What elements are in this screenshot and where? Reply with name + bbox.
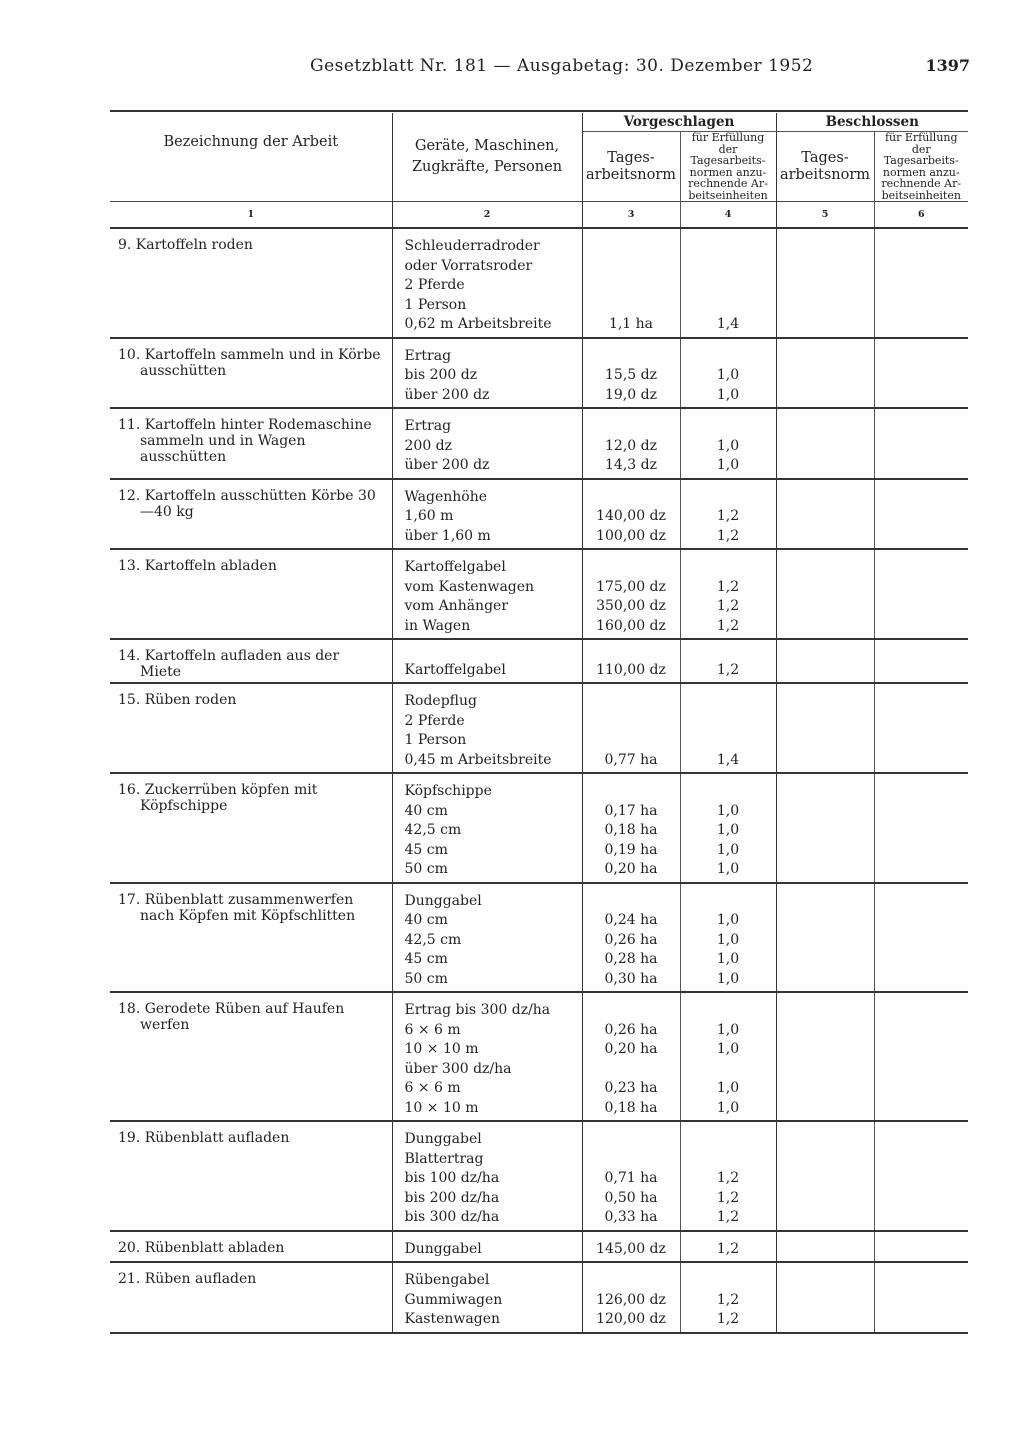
column-number: 3 — [582, 202, 680, 229]
table-row — [110, 683, 968, 773]
units-line: Tagesarbeits- — [690, 154, 766, 167]
norm-value: 350,00 dz — [596, 598, 666, 614]
norm-value: 12,0 dz — [605, 437, 657, 454]
table-row — [110, 338, 968, 409]
tools-line: Dunggabel — [404, 1131, 482, 1147]
units-value: 1,0 — [716, 802, 740, 819]
tools-cell — [392, 338, 582, 409]
column-header-units-proposed — [680, 132, 776, 202]
tools-line: 45 cm — [404, 841, 448, 858]
units-value — [682, 892, 775, 912]
tools-line: Dunggabel — [404, 1240, 482, 1257]
work-description: 11. Kartoffeln hinter Rodemaschine sammeln und in Wagen ausschütten — [118, 417, 372, 465]
norm-proposed-cell — [582, 1231, 680, 1263]
norm-proposed-cell — [582, 883, 680, 993]
tools-cell — [392, 639, 582, 683]
tools-cell — [392, 479, 582, 550]
norm-proposed-cell — [582, 1262, 680, 1333]
norm-proposed-cell — [582, 639, 680, 683]
tools-cell — [392, 408, 582, 479]
norm-decided-cell — [776, 1262, 874, 1333]
units-proposed-cell — [680, 773, 776, 883]
tools-line: Rübengabel — [404, 1272, 490, 1288]
norm-decided-cell — [776, 683, 874, 773]
tools-line: 200 dz — [404, 437, 453, 454]
header-title: Gesetzblatt Nr. 181 — Ausgabetag: 30. Dezember 1952 — [310, 56, 814, 76]
units-value: 1,0 — [716, 861, 740, 877]
tools-line: bis 200 dz/ha — [404, 1189, 500, 1206]
norm-value: 0,50 ha — [604, 1189, 658, 1206]
table-row — [110, 1121, 968, 1231]
norm-value — [584, 1060, 679, 1080]
norm-value: 14,3 dz — [605, 457, 657, 473]
norm-proposed-cell — [582, 1121, 680, 1231]
tools-line: bis 100 dz/ha — [404, 1170, 500, 1186]
tools-line: über 300 dz/ha — [404, 1060, 512, 1077]
norm-value: 0,17 ha — [604, 802, 658, 819]
norm-value: 120,00 dz — [596, 1311, 666, 1327]
table-row — [110, 1231, 968, 1263]
units-value: 1,2 — [716, 578, 740, 595]
tools-line: 2 Pferde — [404, 277, 465, 293]
table-row — [110, 479, 968, 550]
units-line: beitseinheiten — [688, 188, 768, 202]
tools-line: 1 Person — [404, 732, 467, 748]
units-proposed-cell — [680, 228, 776, 338]
work-description: 9. Kartoffeln roden — [118, 237, 253, 253]
work-description: 12. Kartoffeln ausschütten Körbe 30—40 kg — [118, 487, 376, 520]
units-decided-cell — [874, 549, 968, 639]
norm-value — [584, 692, 679, 712]
tools-line: 0,45 m Arbeitsbreite — [404, 751, 552, 768]
work-description: 10. Kartoffeln sammeln und in Körbe ausschütten — [118, 346, 381, 379]
table-row — [110, 1262, 968, 1333]
norm-proposed-cell — [582, 338, 680, 409]
column-header-norm-proposed — [582, 132, 680, 202]
units-value: 1,0 — [716, 457, 740, 473]
units-value — [682, 488, 775, 508]
tools-line: über 200 dz — [404, 386, 490, 403]
units-line: normen anzu- — [882, 165, 960, 179]
tools-cell — [392, 1262, 582, 1333]
units-value: 1,0 — [716, 931, 740, 948]
units-value — [682, 712, 775, 732]
units-line: der — [718, 142, 738, 156]
units-value — [682, 1130, 775, 1150]
units-line: für Erfüllung — [691, 131, 765, 144]
tools-line: vom Anhänger — [404, 598, 509, 614]
units-value: 1,2 — [716, 1291, 740, 1308]
tools-cell — [392, 228, 582, 338]
tools-header-line1: Geräte, Maschinen, — [414, 138, 560, 154]
units-value: 1,0 — [716, 1021, 740, 1038]
norm-value: 0,26 ha — [604, 1021, 658, 1038]
units-decided-cell — [874, 683, 968, 773]
units-line: beitseinheiten — [881, 188, 961, 202]
tools-line: 6 × 6 m — [404, 1080, 461, 1096]
work-description: 15. Rüben roden — [118, 692, 237, 708]
units-value — [682, 1271, 775, 1291]
units-value — [682, 731, 775, 751]
work-description: 16. Zuckerrüben köpfen mit Köpfschippe — [118, 782, 318, 814]
tools-line: 50 cm — [404, 861, 448, 877]
work-description-cell — [110, 639, 392, 683]
table-row — [110, 639, 968, 683]
units-value: 1,0 — [716, 822, 740, 838]
tools-line: in Wagen — [404, 617, 471, 634]
tools-cell — [392, 1231, 582, 1263]
norm-value: 0,18 ha — [604, 822, 658, 838]
units-value — [682, 347, 775, 367]
norm-decided-cell — [776, 338, 874, 409]
norm-value: 175,00 dz — [596, 578, 666, 595]
tages-line2: arbeitsnorm — [779, 166, 871, 183]
tools-line: Dunggabel — [404, 892, 482, 909]
tools-line: 1 Person — [404, 296, 467, 313]
tools-cell — [392, 992, 582, 1121]
norm-value — [584, 712, 679, 732]
norm-value — [584, 347, 679, 367]
units-value — [682, 296, 775, 316]
norm-value — [584, 1271, 679, 1291]
norm-value — [584, 488, 679, 508]
norm-value: 0,23 ha — [604, 1080, 658, 1096]
tools-cell — [392, 883, 582, 993]
units-value: 1,0 — [716, 970, 740, 987]
norm-decided-cell — [776, 1231, 874, 1263]
norm-value: 160,00 dz — [596, 617, 666, 634]
norm-value: 1,1 ha — [608, 316, 654, 332]
table-row — [110, 773, 968, 883]
units-decided-cell — [874, 228, 968, 338]
norm-value: 140,00 dz — [596, 508, 666, 524]
units-value: 1,0 — [716, 367, 740, 383]
units-line: normen anzu- — [689, 165, 767, 179]
tools-line: Gummiwagen — [404, 1291, 503, 1308]
tools-line: Schleuderradroder — [404, 238, 540, 254]
work-description: 13. Kartoffeln abladen — [118, 558, 277, 574]
tools-line: über 1,60 m — [404, 527, 491, 544]
tools-line: 10 × 10 m — [404, 1041, 479, 1057]
norm-value — [584, 276, 679, 296]
units-value: 1,0 — [716, 437, 740, 454]
units-proposed-cell — [680, 338, 776, 409]
units-line: der — [911, 142, 931, 156]
tages-line1: Tages- — [607, 149, 655, 166]
norm-proposed-cell — [582, 228, 680, 338]
work-description-cell — [110, 408, 392, 479]
norm-value: 0,77 ha — [604, 751, 658, 768]
norm-value: 110,00 dz — [596, 661, 666, 678]
column-header-units-decided — [874, 132, 968, 202]
units-value — [682, 237, 775, 257]
units-decided-cell — [874, 338, 968, 409]
units-value: 1,2 — [716, 598, 740, 614]
units-value: 1,0 — [716, 912, 740, 928]
work-description-cell — [110, 549, 392, 639]
group-header-proposed: Vorgeschlagen — [582, 113, 776, 132]
norm-value: 0,19 ha — [604, 841, 658, 858]
tools-line: 2 Pferde — [404, 712, 465, 729]
work-description: 19. Rübenblatt aufladen — [118, 1130, 290, 1146]
units-value: 1,2 — [716, 1170, 740, 1186]
norm-decided-cell — [776, 228, 874, 338]
norm-value — [584, 257, 679, 277]
tools-line: Köpfschippe — [404, 783, 492, 799]
work-description-cell — [110, 228, 392, 338]
units-value: 1,2 — [716, 1311, 740, 1327]
page-number: 1397 — [925, 56, 970, 75]
norm-value — [584, 1130, 679, 1150]
units-value — [682, 276, 775, 296]
units-value: 1,2 — [716, 527, 740, 544]
units-value: 1,2 — [716, 617, 740, 634]
tools-line: Kastenwagen — [404, 1311, 501, 1327]
tools-line: Ertrag bis 300 dz/ha — [404, 1002, 551, 1018]
tools-cell — [392, 773, 582, 883]
norm-value: 15,5 dz — [605, 367, 657, 383]
units-decided-cell — [874, 992, 968, 1121]
tages-line2: arbeitsnorm — [585, 166, 677, 183]
norm-proposed-cell — [582, 549, 680, 639]
units-value — [682, 558, 775, 578]
tools-line: bis 300 dz/ha — [404, 1209, 500, 1225]
norm-proposed-cell — [582, 683, 680, 773]
tools-line: 42,5 cm — [404, 822, 462, 838]
tools-line: Wagenhöhe — [404, 488, 488, 505]
tools-cell — [392, 683, 582, 773]
norm-decided-cell — [776, 639, 874, 683]
units-line: für Erfüllung — [884, 131, 958, 144]
work-description-cell — [110, 773, 392, 883]
norm-value: 0,30 ha — [604, 970, 658, 987]
units-value: 1,2 — [716, 508, 740, 524]
units-line: rechnende Ar- — [688, 177, 768, 190]
tools-line: 40 cm — [404, 912, 448, 928]
work-description: 17. Rübenblatt zusammenwerfen nach Köpfen mit Köpfschlitten — [118, 891, 356, 924]
units-value — [682, 692, 775, 712]
norm-proposed-cell — [582, 479, 680, 550]
tools-line: 42,5 cm — [404, 931, 462, 948]
norm-proposed-cell — [582, 773, 680, 883]
norm-value: 0,18 ha — [604, 1099, 658, 1116]
tools-line: Ertrag — [404, 418, 452, 434]
norm-value: 100,00 dz — [596, 527, 666, 544]
tools-line: 0,62 m Arbeitsbreite — [404, 316, 552, 332]
tools-line: Rodepflug — [404, 693, 477, 709]
norm-value — [584, 782, 679, 802]
group-header-decided: Beschlossen — [776, 113, 968, 132]
units-decided-cell — [874, 883, 968, 993]
work-description-cell — [110, 683, 392, 773]
norm-value — [584, 296, 679, 316]
units-proposed-cell — [680, 992, 776, 1121]
units-proposed-cell — [680, 1121, 776, 1231]
units-value: 1,0 — [716, 1041, 740, 1057]
units-value: 1,4 — [716, 316, 740, 332]
units-value: 1,4 — [716, 751, 740, 768]
units-value: 1,0 — [716, 386, 740, 403]
tools-line: Ertrag — [404, 347, 452, 364]
work-description-cell — [110, 1262, 392, 1333]
norm-value — [584, 731, 679, 751]
units-proposed-cell — [680, 549, 776, 639]
norm-proposed-cell — [582, 408, 680, 479]
tools-line: Kartoffelgabel — [404, 661, 506, 678]
work-description-cell — [110, 1121, 392, 1231]
units-value: 1,2 — [716, 661, 740, 678]
tools-cell — [392, 549, 582, 639]
work-description-cell — [110, 883, 392, 993]
table-row — [110, 228, 968, 338]
table-top-rule — [110, 110, 968, 112]
tools-line: 6 × 6 m — [404, 1021, 461, 1038]
norm-decided-cell — [776, 549, 874, 639]
units-decided-cell — [874, 479, 968, 550]
work-description: 21. Rüben aufladen — [118, 1271, 257, 1287]
units-value: 1,0 — [716, 1080, 740, 1096]
norm-decided-cell — [776, 992, 874, 1121]
units-value — [682, 1060, 775, 1080]
units-value: 1,2 — [716, 1240, 740, 1257]
units-value — [682, 782, 775, 802]
norm-decided-cell — [776, 479, 874, 550]
table-row — [110, 992, 968, 1121]
column-number: 1 — [110, 202, 392, 229]
units-proposed-cell — [680, 883, 776, 993]
units-decided-cell — [874, 408, 968, 479]
tools-line: vom Kastenwagen — [404, 578, 535, 595]
column-header-tools — [392, 113, 582, 202]
units-line: Tagesarbeits- — [883, 154, 959, 167]
units-value: 1,2 — [716, 1189, 740, 1206]
units-decided-cell — [874, 773, 968, 883]
norm-value — [584, 417, 679, 437]
norm-value: 126,00 dz — [596, 1291, 666, 1308]
table-row — [110, 408, 968, 479]
norms-table — [110, 113, 968, 1334]
units-decided-cell — [874, 1262, 968, 1333]
column-header-norm-decided — [776, 132, 874, 202]
norm-value: 0,26 ha — [604, 931, 658, 948]
units-value: 1,2 — [716, 1209, 740, 1225]
norm-value: 0,71 ha — [604, 1170, 658, 1186]
work-description: 14. Kartoffeln aufladen aus der Miete — [118, 648, 340, 680]
column-header-work: Bezeichnung der Arbeit — [163, 134, 339, 150]
norm-decided-cell — [776, 883, 874, 993]
tools-cell — [392, 1121, 582, 1231]
units-value — [682, 1150, 775, 1170]
work-description-cell — [110, 479, 392, 550]
units-proposed-cell — [680, 683, 776, 773]
tools-line: Blattertrag — [404, 1150, 484, 1167]
tools-line: bis 200 dz — [404, 367, 478, 383]
tools-line: 10 × 10 m — [404, 1099, 479, 1116]
column-number: 4 — [680, 202, 776, 229]
norm-value — [584, 1001, 679, 1021]
work-description: 18. Gerodete Rüben auf Haufen werfen — [118, 1001, 345, 1033]
norm-value — [584, 1150, 679, 1170]
units-value — [682, 257, 775, 277]
tools-header-line2: Zugkräfte, Personen — [411, 159, 563, 175]
units-decided-cell — [874, 1121, 968, 1231]
norm-value: 0,20 ha — [604, 1041, 658, 1057]
tools-line: 50 cm — [404, 970, 448, 987]
work-description-cell — [110, 992, 392, 1121]
units-line: rechnende Ar- — [881, 177, 962, 190]
column-number-row — [110, 202, 968, 229]
norm-value — [584, 558, 679, 578]
column-number: 5 — [776, 202, 874, 229]
units-proposed-cell — [680, 1262, 776, 1333]
page-header — [110, 56, 970, 78]
units-proposed-cell — [680, 479, 776, 550]
units-value — [682, 417, 775, 437]
work-description-cell — [110, 1231, 392, 1263]
tools-line: über 200 dz — [404, 457, 490, 473]
work-description: 20. Rübenblatt abladen — [118, 1239, 285, 1256]
tages-line1: Tages- — [801, 149, 849, 166]
table-body — [110, 228, 968, 1333]
tools-line: 40 cm — [404, 802, 448, 819]
units-proposed-cell — [680, 408, 776, 479]
tools-line: 1,60 m — [404, 508, 454, 524]
units-value: 1,0 — [716, 951, 740, 967]
tools-line: 45 cm — [404, 951, 448, 967]
norm-value: 145,00 dz — [596, 1240, 666, 1257]
work-description-cell — [110, 338, 392, 409]
units-proposed-cell — [680, 639, 776, 683]
norm-decided-cell — [776, 1121, 874, 1231]
table-row — [110, 883, 968, 993]
table-row — [110, 549, 968, 639]
norm-value: 0,20 ha — [604, 861, 658, 877]
norm-value: 0,28 ha — [604, 951, 658, 967]
norm-value: 0,24 ha — [604, 912, 658, 928]
units-decided-cell — [874, 639, 968, 683]
tools-line: oder Vorratsroder — [404, 257, 533, 274]
column-number: 2 — [392, 202, 582, 229]
units-decided-cell — [874, 1231, 968, 1263]
norm-value: 19,0 dz — [605, 386, 657, 403]
tools-line: Kartoffelgabel — [404, 559, 506, 575]
norm-value: 0,33 ha — [604, 1209, 658, 1225]
column-number: 6 — [874, 202, 968, 229]
norm-decided-cell — [776, 408, 874, 479]
norm-decided-cell — [776, 773, 874, 883]
norm-value — [584, 892, 679, 912]
units-value: 1,0 — [716, 1099, 740, 1116]
norm-value — [584, 237, 679, 257]
norm-proposed-cell — [582, 992, 680, 1121]
units-proposed-cell — [680, 1231, 776, 1263]
units-value: 1,0 — [716, 841, 740, 858]
units-value — [682, 1001, 775, 1021]
